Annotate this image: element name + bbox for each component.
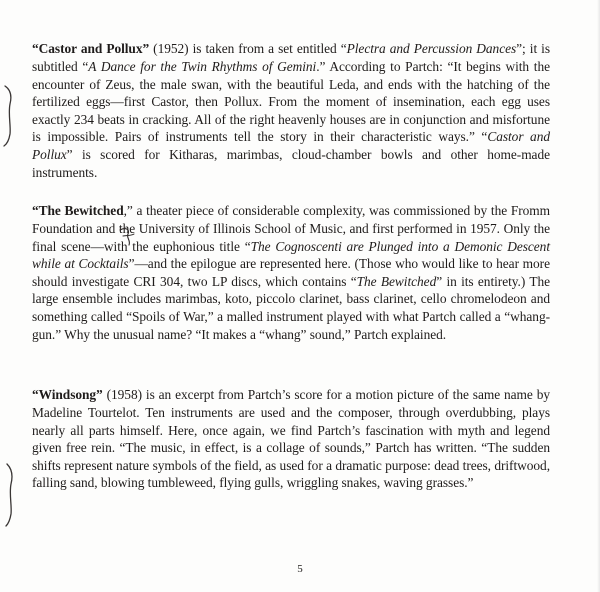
text-segment: Plectra and Percussion Dances <box>346 41 517 57</box>
bracket-mark <box>2 84 16 148</box>
text-segment: ,” a theater piece of considerable complexity, was commissioned by the Fromm Foundation and the University of Illinois School of Music, and first performed in 1957. Only the final scene—with the euphonious title “ <box>32 203 551 254</box>
text-segment: The Bewitched <box>356 273 437 289</box>
text-segment: (1952) is taken from a set entitled “ <box>149 41 347 57</box>
text-segment: The Cognoscenti are Plunged into a Demonic Descent while at Cocktails <box>32 238 550 272</box>
text-segment: .” According to Partch: “It begins with the encounter of Zeus, the male swan, with the beautiful Leda, and ends with the hatching of the fertilized eggs—first Castor, then Pollux. From the moment of insemination, each egg uses exactly 234 beats in cracking. All of the right heavenly houses are in conjunction and misfortune is impossible. Pairs of instruments tell the story in their characteristic ways.” “ <box>32 58 550 145</box>
text-segment: A Dance for the Twin Rhythms of Gemini <box>88 58 317 74</box>
text-segment: (1958) is an excerpt from Partch’s score for a motion picture of the same name by Madeline Tourtelot. Ten instruments are used and the composer, through overdubbing, plays nearly all parts himself. Here, once again, we find Partch’s fascination with myth and legend given free rein. “The music, in effect, is a collage of sounds,” Partch has written. “The sudden shifts represent nature symbols of the field, as used for a dramatic purpose: dead trees, driftwood, falling sand, blowing tumbleweed, flying gulls, wriggling snakes, waving grasses.” <box>32 387 550 491</box>
text-segment: “Windsong” <box>32 387 103 403</box>
text-segment: ” in its entirety.) The large ensemble includes marimbas, koto, piccolo clarinet, bass clarinet, cello chromelodeon and something called “Spoils of War,” a malled instrument played with what Partch called a “whang-gun.” Why the unusual name? “It makes a “whang” sound,” Partch explained. <box>32 273 551 342</box>
text-segment: “Castor and Pollux” <box>32 41 150 57</box>
text-segment: Castor and Pollux <box>32 129 550 162</box>
handwritten-bracket-mark <box>116 226 138 248</box>
paragraph-the-bewitched <box>32 202 550 343</box>
bracket-mark <box>4 462 18 528</box>
paragraph-castor-and-pollux <box>32 40 550 181</box>
text-segment: ”; it is subtitled “ <box>32 41 550 74</box>
text-segment: “The Bewitched <box>32 203 124 219</box>
text-segment: ”—and the epilogue are represented here. (Those who would like to hear more should investigate CRI 304, two LP discs, which contains “ <box>32 256 550 289</box>
text-segment: ” is scored for Kitharas, marimbas, cloud-chamber bowls and other home-made instruments. <box>32 146 550 180</box>
page-number: 5 <box>297 563 303 575</box>
paragraph-windsong <box>32 386 550 492</box>
